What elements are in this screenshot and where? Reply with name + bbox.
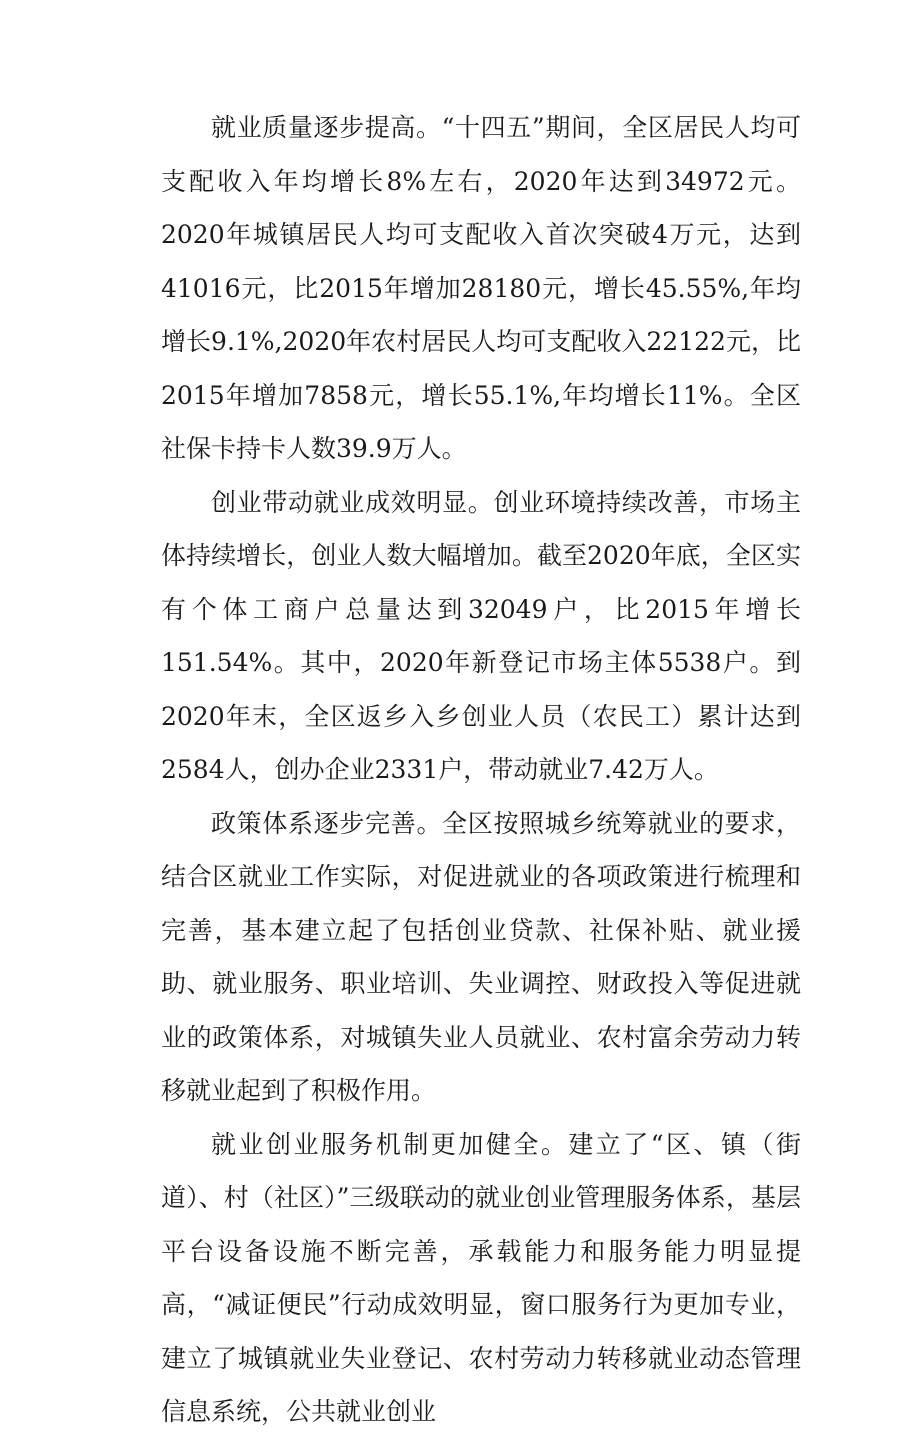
document-body (161, 101, 801, 1439)
paragraph-policy-system: 政策体系逐步完善。全区按照城乡统筹就业的要求，结合区就业工作实际，对促进就业的各项政策进行梳理和完善，基本建立起了包括创业贷款、社保补贴、就业援助、就业服务、职业培训、失业调控、财政投入等促进就业的政策体系，对城镇失业人员就业、农村富余劳动力转移就业起到了积极作用。 (161, 808, 801, 1105)
paragraph-entrepreneurship: 创业带动就业成效明显。创业环境持续改善，市场主体持续增长，创业人数大幅增加。截至2020年底，全区实有个体工商户总量达到32049户，比2015年增长151.54%。其中，2020年新登记市场主体5538户。到2020年末，全区返乡入乡创业人员（农民工）累计达到2584人，创办企业2331户，带动就业7.42万人。 (161, 487, 801, 784)
paragraph-service-mechanism: 就业创业服务机制更加健全。建立了“区、镇（街道）、村（社区）”三级联动的就业创业管理服务体系，基层平台设备设施不断完善，承载能力和服务能力明显提高，“减证便民”行动成效明显，窗口服务行为更加专业，建立了城镇就业失业登记、农村劳动力转移就业动态管理信息系统，公共就业创业 (161, 1129, 801, 1426)
paragraph-employment-quality: 就业质量逐步提高。“十四五”期间，全区居民人均可支配收入年均增长8%左右，2020年达到34972元。2020年城镇居民人均可支配收入首次突破4万元，达到41016元，比2015年增加28180元，增长45.55%,年均增长9.1%,2020年农村居民人均可支配收入22122元，比2015年增加7858元，增长55.1%,年均增长11%。全区社保卡持卡人数39.9万人。 (161, 113, 801, 463)
